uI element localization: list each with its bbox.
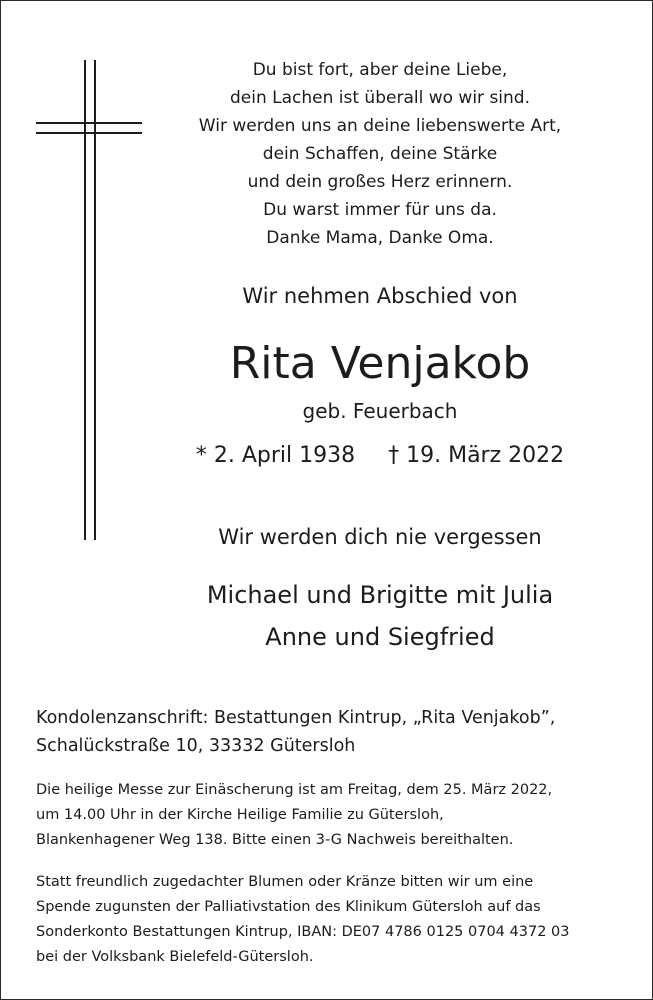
birth-date: * 2. April 1938 <box>195 443 356 468</box>
life-dates <box>150 440 610 472</box>
mass-line: um 14.00 Uhr in der Kirche Heilige Familie zu Gütersloh, <box>36 807 444 823</box>
donation-line: Sonderkonto Bestattungen Kintrup, IBAN: DE07 4786 0125 0704 4372 03 <box>36 924 570 940</box>
birth-name: geb. Feuerbach <box>302 399 458 423</box>
poem-line: und dein großes Herz erinnern. <box>247 172 513 192</box>
mass-line: Blankenhagener Weg 138. Bitte einen 3-G Nachweis bereithalten. <box>36 832 514 848</box>
donation-line: Statt freundlich zugedachter Blumen oder Kränze bitten wir um eine <box>36 874 534 890</box>
poem-line: Danke Mama, Danke Oma. <box>266 228 494 248</box>
poem-line: Wir werden uns an deine liebenswerte Art, <box>198 116 562 136</box>
poem-line: dein Schaffen, deine Stärke <box>262 144 498 164</box>
cross-horizontal-bar <box>36 132 142 134</box>
donation-line: Spende zugunsten der Palliativstation des Klinikum Gütersloh auf das <box>36 899 541 915</box>
mass-line: Die heilige Messe zur Einäscherung ist am Freitag, dem 25. März 2022, <box>36 782 553 798</box>
condolence-line: Kondolenzanschrift: Bestattungen Kintrup, „Rita Venjakob”, <box>36 708 556 728</box>
cross-icon <box>36 60 144 540</box>
donation-info <box>36 870 636 970</box>
family-line: Michael und Brigitte mit Julia <box>206 581 554 609</box>
family-line: Anne und Siegfried <box>265 623 495 651</box>
poem-line: Du warst immer für uns da. <box>263 200 497 220</box>
cross-horizontal-bar <box>36 122 142 124</box>
family-signatures <box>140 574 620 658</box>
poem-line: Du bist fort, aber deine Liebe, <box>252 60 508 80</box>
poem-line: dein Lachen ist überall wo wir sind. <box>229 88 530 108</box>
condolence-address <box>36 704 636 760</box>
donation-line: bei der Volksbank Bielefeld-Gütersloh. <box>36 949 314 965</box>
memorial-poem <box>160 56 600 252</box>
deceased-name: Rita Venjakob <box>229 338 531 389</box>
mass-info <box>36 778 636 853</box>
farewell-intro: Wir nehmen Abschied von <box>242 284 518 308</box>
death-date: † 19. März 2022 <box>388 443 565 468</box>
condolence-line: Schalückstraße 10, 33332 Gütersloh <box>36 736 356 756</box>
remembrance-motto: Wir werden dich nie vergessen <box>218 525 542 549</box>
